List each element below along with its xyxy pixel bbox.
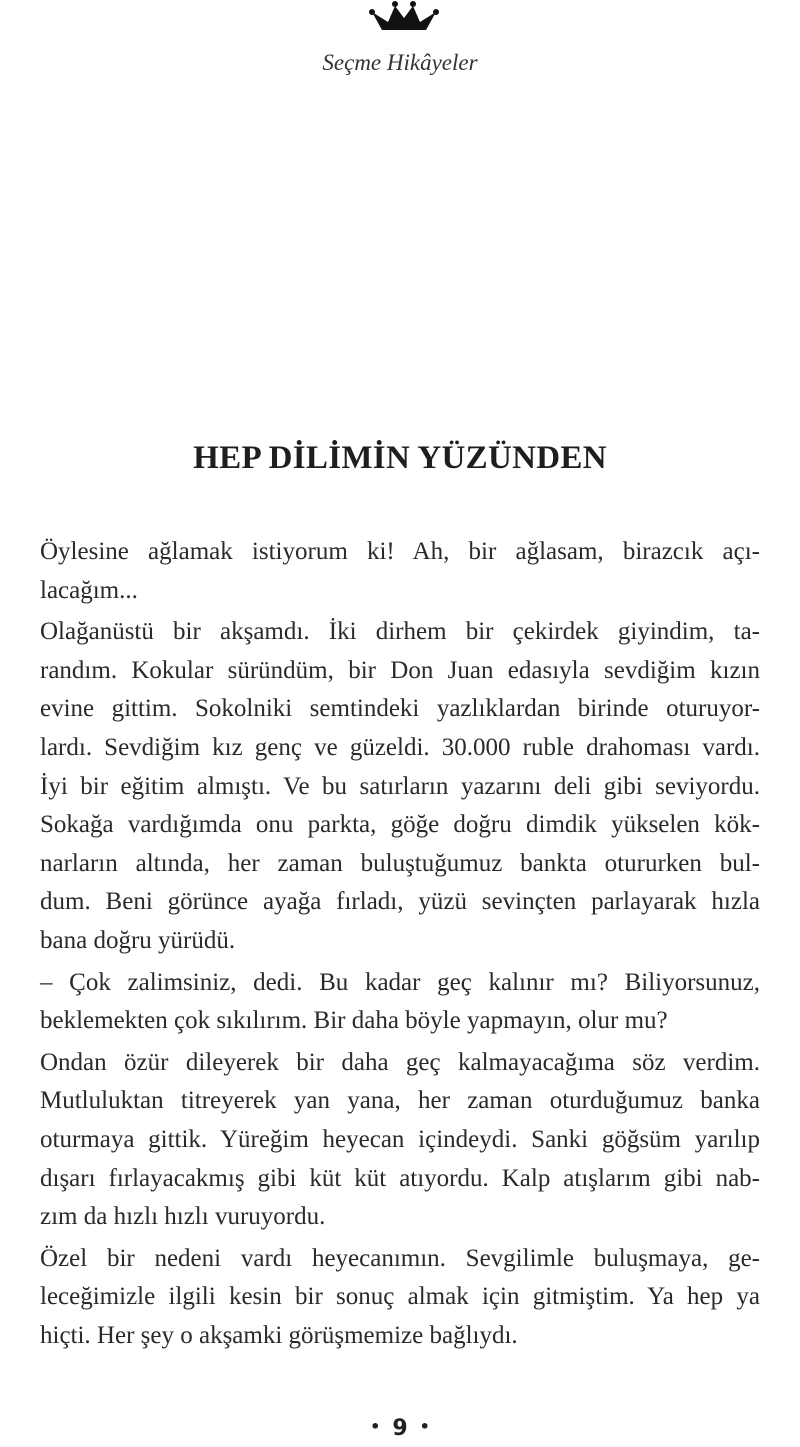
text-line: lardı. Sevdiğim kız genç ve güzeldi. 30.000 ruble drahoması vardı. xyxy=(40,733,760,761)
chapter-title: HEP DİLİMİN YÜZÜNDEN xyxy=(193,440,607,476)
text-line: narların altında, her zaman buluştuğumuz bankta otururken bul- xyxy=(40,849,760,877)
bullet-right: • xyxy=(419,1417,430,1436)
text-line: randım. Kokular süründüm, bir Don Juan edasıyla sevdiğim kızın xyxy=(40,656,760,684)
text-line: Mutluluktan titreyerek yan yana, her zaman oturduğumuz banka xyxy=(40,1087,760,1115)
text-line: İyi bir eğitim almıştı. Ve bu satırların yazarını deli gibi seviyordu. xyxy=(40,772,760,800)
text-line: – Çok zalimsiniz, dedi. Bu kadar geç kalınır mı? Biliyorsunuz, xyxy=(40,968,760,996)
text-line: Sokağa vardığımda onu parkta, göğe doğru dimdik yükselen kök- xyxy=(40,811,760,839)
text-line: Özel bir nedeni vardı heyecanımın. Sevgilimle buluşmaya, ge- xyxy=(40,1244,760,1272)
paragraph xyxy=(40,1044,760,1237)
crown-icon xyxy=(368,0,440,32)
text-line: Olağanüstü bir akşamdı. İki dirhem bir çekirdek giyindim, ta- xyxy=(40,618,760,646)
running-title: Seçme Hikâyeler xyxy=(322,50,478,75)
text-line: lacağım... xyxy=(40,576,138,604)
paragraph xyxy=(40,964,760,1041)
text-line: dışarı fırlayacakmış gibi küt küt atıyordu. Kalp atışlarım gibi nab- xyxy=(40,1164,760,1192)
text-line: bana doğru yürüdü. xyxy=(40,926,236,954)
text-line: dum. Beni görünce ayağa fırladı, yüzü sevinçten parlayarak hızla xyxy=(40,888,760,916)
page-number-footer xyxy=(0,1416,800,1441)
text-line: leceğimizle ilgili kesin bir sonuç almak için gitmiştim. Ya hep ya xyxy=(40,1283,760,1311)
paragraph xyxy=(40,533,760,610)
text-line: hiçti. Her şey o akşamki görüşmemize bağlıydı. xyxy=(40,1321,518,1349)
text-line: beklemekten çok sıkılırım. Bir daha böyle yapmayın, olur mu? xyxy=(40,1007,668,1035)
text-line: zım da hızlı hızlı vuruyordu. xyxy=(40,1203,326,1231)
paragraph xyxy=(40,613,760,960)
text-line: Öylesine ağlamak istiyorum ki! Ah, bir ağlasam, birazcık açı- xyxy=(40,538,760,565)
text-line: oturmaya gittik. Yüreğim heyecan içindeydi. Sanki göğsüm yarılıp xyxy=(40,1125,760,1153)
page-number: 9 xyxy=(392,1416,408,1441)
paragraph xyxy=(40,1240,760,1356)
bullet-left: • xyxy=(370,1417,381,1436)
text-line: Ondan özür dileyerek bir daha geç kalmayacağıma söz verdim. xyxy=(40,1048,760,1076)
text-line: evine gittim. Sokolniki semtindeki yazlıklardan birinde oturuyor- xyxy=(40,695,760,723)
body-text xyxy=(40,533,760,1358)
